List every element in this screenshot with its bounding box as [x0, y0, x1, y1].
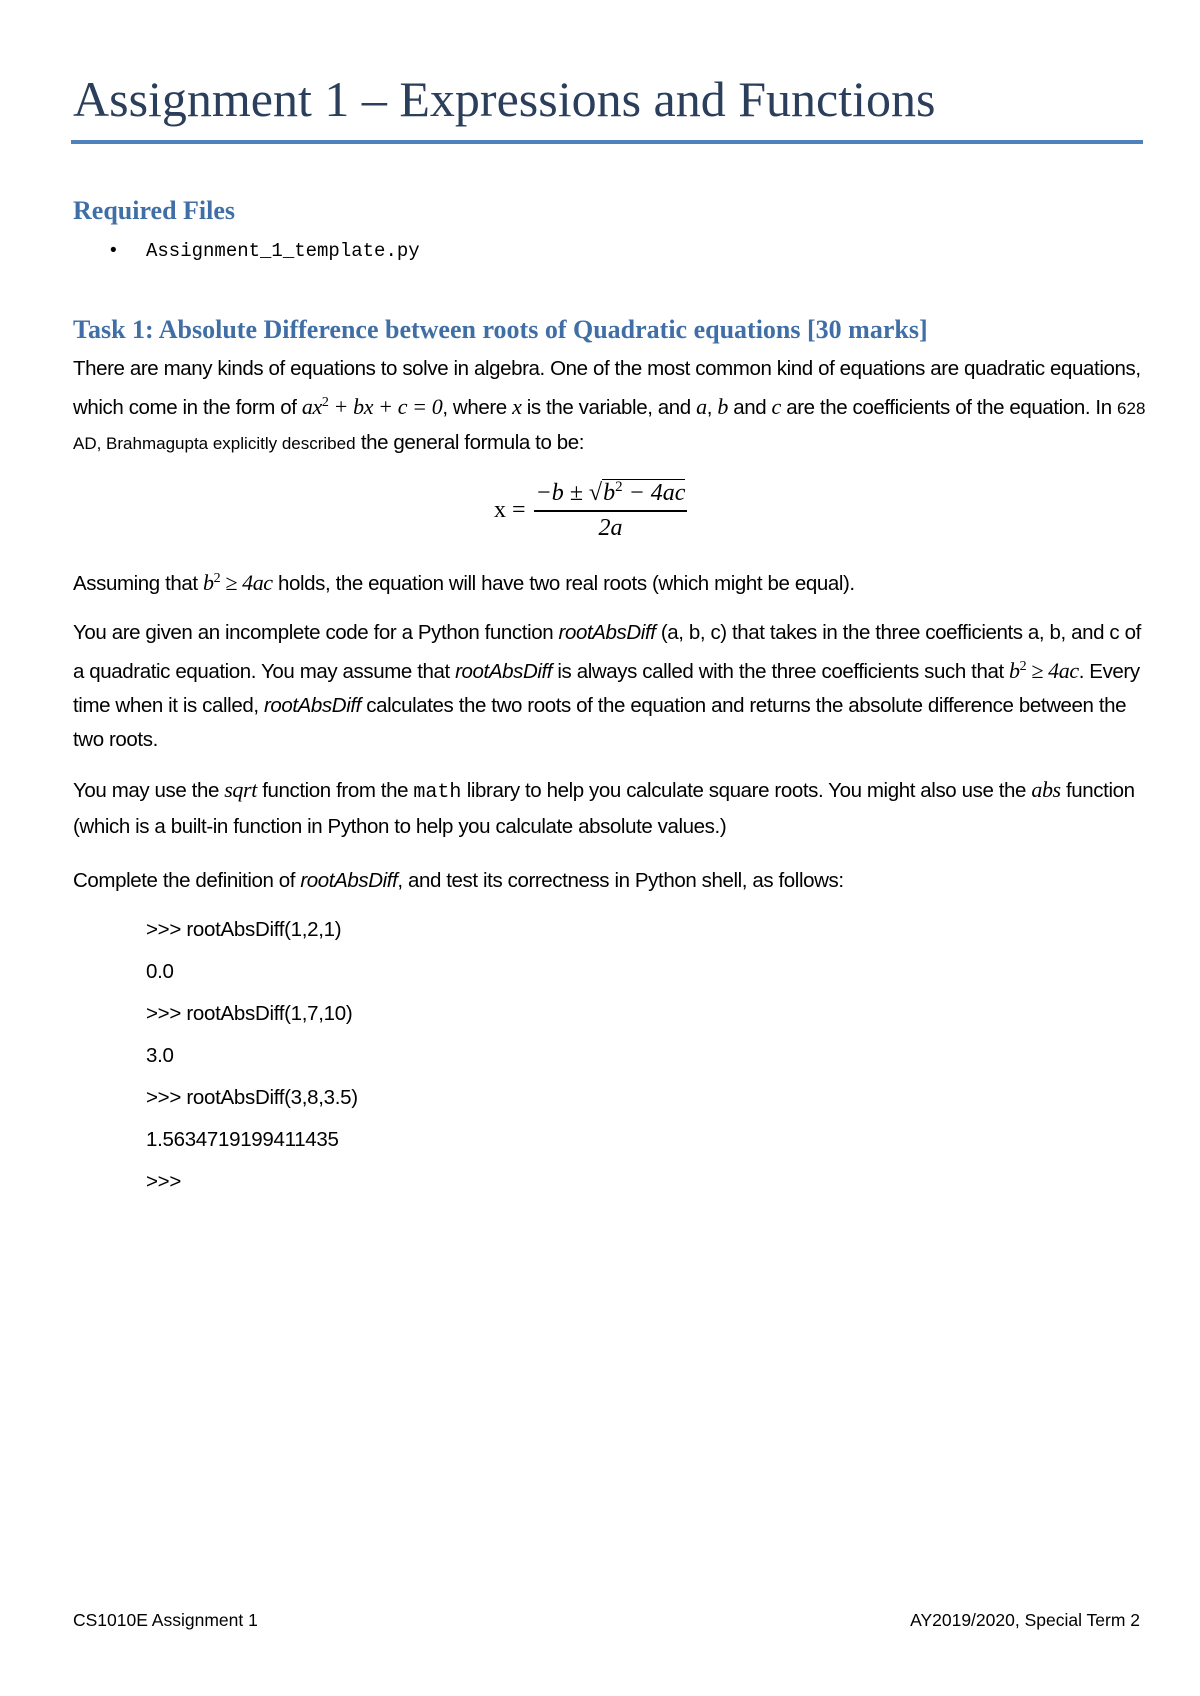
math-term: + bx + c = 0: [328, 393, 443, 419]
footer-course: CS1010E Assignment 1: [73, 1610, 258, 1630]
function-abs: abs: [1031, 777, 1061, 802]
instruction-paragraph: [73, 864, 1148, 898]
function-name: rootAbsDiff: [558, 621, 656, 644]
radicand-base: b: [603, 479, 616, 506]
text-run: library to help you calculate square roots. You might also use the: [461, 779, 1032, 802]
text-run: , and test its correctness in Python shell, as follows:: [397, 869, 844, 892]
radicand-rest: − 4ac: [622, 479, 686, 506]
required-files-heading: Required Files: [73, 196, 236, 225]
shell-line: 0.0: [146, 960, 174, 983]
text-run: You are given an incomplete code for a Python function: [73, 621, 559, 644]
math-inequality: ≥ 4ac: [1026, 657, 1079, 683]
text-run: Assuming that: [73, 571, 203, 595]
function-description-paragraph: [73, 616, 1148, 757]
text-run: the general formula to be:: [355, 430, 585, 454]
shell-line: >>> rootAbsDiff(3,8,3.5): [146, 1086, 358, 1109]
text-run: are the coefficients of the equation. In: [780, 395, 1118, 419]
required-file-item: [110, 240, 420, 262]
function-name: rootAbsDiff: [455, 659, 553, 683]
math-superscript: 2: [1019, 659, 1027, 674]
library-name: math: [413, 781, 462, 804]
footer-term: AY2019/2020, Special Term 2: [910, 1610, 1140, 1630]
formula-denominator: 2a: [598, 514, 623, 541]
shell-line: 1.5634719199411435: [146, 1128, 339, 1151]
shell-line: >>> rootAbsDiff(1,2,1): [146, 918, 342, 941]
math-superscript: 2: [321, 395, 329, 410]
title-underline: [71, 140, 1143, 144]
required-file-name: Assignment_1_template.py: [146, 240, 420, 262]
function-sqrt: sqrt: [224, 777, 257, 802]
library-hint-paragraph: [73, 773, 1148, 844]
shell-line: >>>: [146, 1170, 182, 1193]
quadratic-formula: [494, 478, 687, 542]
text-run: and: [727, 395, 772, 419]
radicand-superscript: 2: [615, 478, 623, 495]
text-run: is always called with the three coefficients such that: [552, 659, 1010, 683]
math-term: ax: [301, 393, 322, 419]
bullet-icon: •: [110, 240, 117, 261]
text-run: holds, the equation will have two real roots (which might be equal).: [272, 571, 855, 595]
numerator-prefix: −b ± √: [535, 479, 603, 506]
text-run: (a, b, c) that takes in the three coefficients a, b, and c of a quadratic equation. You may assume that: [73, 621, 1141, 683]
shell-line: >>> rootAbsDiff(1,7,10): [146, 1002, 353, 1025]
text-run-small: 628 AD, Brahmagupta explicitly described: [73, 398, 1146, 453]
text-run: ,: [706, 395, 718, 419]
formula-lhs: x =: [494, 496, 526, 523]
text-run: Complete the definition of: [73, 869, 301, 892]
function-name: rootAbsDiff: [263, 693, 361, 717]
formula-numerator: [534, 479, 688, 512]
text-run: There are many kinds of equations to solve in algebra. One of the most common kind of equations are quadratic equations, which come in the form of: [73, 357, 1141, 419]
text-run: , where: [442, 395, 513, 419]
text-run: function (which is a built-in function in Python to help you calculate absolute values.): [73, 779, 1135, 838]
text-run: You may use the: [73, 779, 225, 802]
math-inequality: ≥ 4ac: [220, 569, 273, 595]
page-title: Assignment 1 – Expressions and Functions: [73, 71, 936, 127]
math-variable: b: [1009, 657, 1020, 683]
task1-heading: Task 1: Absolute Difference between roots of Quadratic equations [30 marks]: [73, 315, 928, 344]
math-variable: b: [717, 393, 728, 419]
shell-line: 3.0: [146, 1044, 174, 1067]
math-variable: b: [203, 569, 214, 595]
text-run: is the variable, and: [521, 395, 697, 419]
formula-fraction: [534, 479, 688, 542]
text-run: . Every time when it is called,: [73, 659, 1140, 717]
math-variable: c: [771, 393, 781, 419]
text-run: calculates the two roots of the equation and returns the absolute difference between the two roots.: [73, 693, 1127, 751]
math-superscript: 2: [213, 571, 221, 586]
text-run: function from the: [256, 779, 414, 802]
math-variable: a: [696, 393, 707, 419]
radicand: [602, 479, 685, 506]
task1-intro-paragraph: [73, 352, 1148, 461]
assumption-paragraph: [73, 562, 1148, 601]
function-name: rootAbsDiff: [300, 869, 398, 892]
math-variable: x: [512, 393, 522, 419]
